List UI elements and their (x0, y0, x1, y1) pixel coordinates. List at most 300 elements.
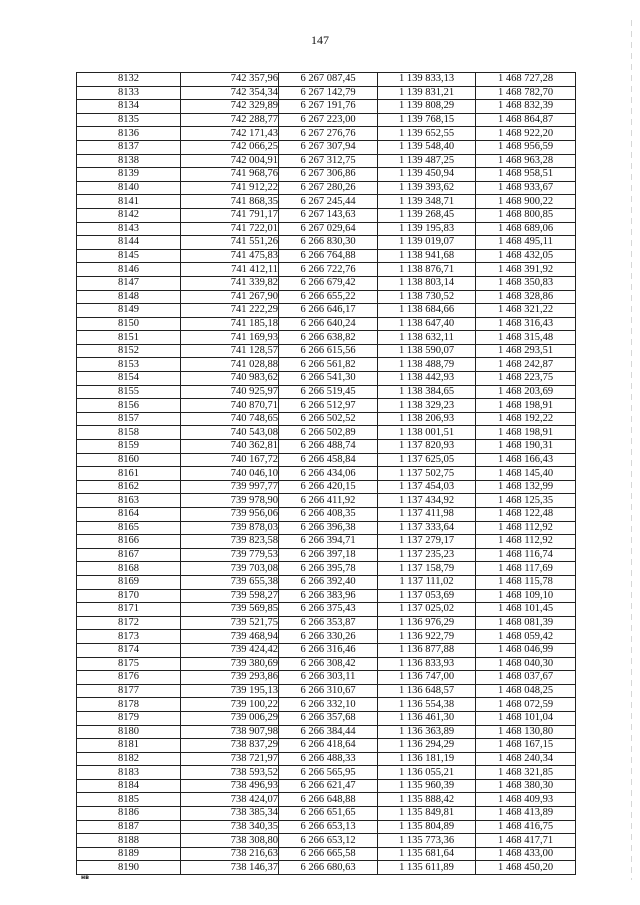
y2-coordinate-cell: 1 468 413,89 (476, 807, 576, 821)
x2-coordinate-cell: 1 139 019,07 (378, 236, 476, 250)
table-row (77, 616, 576, 630)
table-row (77, 290, 576, 304)
x-coordinate-cell: 740 983,62 (181, 372, 279, 386)
x2-coordinate-cell: 1 135 611,89 (378, 861, 476, 875)
x-coordinate-cell: 740 046,10 (181, 467, 279, 481)
point-number-cell: 8146 (77, 263, 181, 277)
x2-coordinate-cell: 1 137 235,23 (378, 548, 476, 562)
y-coordinate-cell: 6 267 312,75 (279, 154, 378, 168)
x-coordinate-cell: 738 385,34 (181, 807, 279, 821)
y-coordinate-cell: 6 266 420,15 (279, 480, 378, 494)
y2-coordinate-cell: 1 468 391,92 (476, 263, 576, 277)
table-row (77, 494, 576, 508)
table-row (77, 181, 576, 195)
x2-coordinate-cell: 1 138 632,11 (378, 331, 476, 345)
point-number-cell: 8152 (77, 344, 181, 358)
y2-coordinate-cell: 1 468 198,91 (476, 426, 576, 440)
table-row (77, 834, 576, 848)
point-number-cell: 8153 (77, 358, 181, 372)
y-coordinate-cell: 6 267 029,64 (279, 222, 378, 236)
y2-coordinate-cell: 1 468 037,67 (476, 671, 576, 685)
table-row (77, 847, 576, 861)
table-row (77, 317, 576, 331)
y2-coordinate-cell: 1 468 046,99 (476, 643, 576, 657)
y-coordinate-cell: 6 266 408,35 (279, 508, 378, 522)
x-coordinate-cell: 742 004,91 (181, 154, 279, 168)
table-row (77, 358, 576, 372)
x-coordinate-cell: 740 870,71 (181, 399, 279, 413)
point-number-cell: 8184 (77, 779, 181, 793)
x2-coordinate-cell: 1 139 487,25 (378, 154, 476, 168)
x-coordinate-cell: 742 066,25 (181, 140, 279, 154)
table-row (77, 698, 576, 712)
y-coordinate-cell: 6 266 392,40 (279, 575, 378, 589)
y-coordinate-cell: 6 267 191,76 (279, 100, 378, 114)
point-number-cell: 8137 (77, 140, 181, 154)
table-row (77, 372, 576, 386)
x-coordinate-cell: 740 167,72 (181, 453, 279, 467)
point-number-cell: 8136 (77, 127, 181, 141)
x2-coordinate-cell: 1 138 647,40 (378, 317, 476, 331)
coordinates-table (76, 72, 576, 875)
y-coordinate-cell: 6 266 353,87 (279, 616, 378, 630)
y2-coordinate-cell: 1 468 433,00 (476, 847, 576, 861)
x-coordinate-cell: 741 267,90 (181, 290, 279, 304)
x-coordinate-cell: 741 475,83 (181, 249, 279, 263)
x-coordinate-cell: 739 997,77 (181, 480, 279, 494)
footer-mark: нв (81, 874, 89, 881)
x-coordinate-cell: 740 748,65 (181, 412, 279, 426)
x2-coordinate-cell: 1 136 554,38 (378, 698, 476, 712)
y-coordinate-cell: 6 266 458,84 (279, 453, 378, 467)
x-coordinate-cell: 739 779,53 (181, 548, 279, 562)
table-row (77, 861, 576, 875)
y-coordinate-cell: 6 266 375,43 (279, 603, 378, 617)
x-coordinate-cell: 739 380,69 (181, 657, 279, 671)
x-coordinate-cell: 738 721,97 (181, 752, 279, 766)
table-row (77, 807, 576, 821)
y-coordinate-cell: 6 266 655,22 (279, 290, 378, 304)
point-number-cell: 8164 (77, 508, 181, 522)
table-row (77, 711, 576, 725)
y2-coordinate-cell: 1 468 048,25 (476, 684, 576, 698)
y-coordinate-cell: 6 267 087,45 (279, 73, 378, 87)
point-number-cell: 8160 (77, 453, 181, 467)
x2-coordinate-cell: 1 139 450,94 (378, 168, 476, 182)
y-coordinate-cell: 6 266 651,65 (279, 807, 378, 821)
y2-coordinate-cell: 1 468 240,34 (476, 752, 576, 766)
x2-coordinate-cell: 1 137 502,75 (378, 467, 476, 481)
point-number-cell: 8185 (77, 793, 181, 807)
x2-coordinate-cell: 1 139 548,40 (378, 140, 476, 154)
point-number-cell: 8138 (77, 154, 181, 168)
table-row (77, 684, 576, 698)
y-coordinate-cell: 6 266 541,30 (279, 372, 378, 386)
x-coordinate-cell: 741 412,11 (181, 263, 279, 277)
x2-coordinate-cell: 1 135 849,81 (378, 807, 476, 821)
x2-coordinate-cell: 1 139 195,83 (378, 222, 476, 236)
point-number-cell: 8141 (77, 195, 181, 209)
y-coordinate-cell: 6 266 653,12 (279, 834, 378, 848)
x-coordinate-cell: 741 791,17 (181, 208, 279, 222)
y-coordinate-cell: 6 266 502,89 (279, 426, 378, 440)
x2-coordinate-cell: 1 136 747,00 (378, 671, 476, 685)
x2-coordinate-cell: 1 139 652,55 (378, 127, 476, 141)
x2-coordinate-cell: 1 136 055,21 (378, 766, 476, 780)
y2-coordinate-cell: 1 468 315,48 (476, 331, 576, 345)
x-coordinate-cell: 742 354,34 (181, 86, 279, 100)
point-number-cell: 8154 (77, 372, 181, 386)
x2-coordinate-cell: 1 138 001,51 (378, 426, 476, 440)
y2-coordinate-cell: 1 468 958,51 (476, 168, 576, 182)
y-coordinate-cell: 6 267 307,94 (279, 140, 378, 154)
y2-coordinate-cell: 1 468 112,92 (476, 535, 576, 549)
x2-coordinate-cell: 1 136 833,93 (378, 657, 476, 671)
x2-coordinate-cell: 1 139 768,15 (378, 113, 476, 127)
y2-coordinate-cell: 1 468 321,22 (476, 304, 576, 318)
x-coordinate-cell: 741 912,22 (181, 181, 279, 195)
point-number-cell: 8188 (77, 834, 181, 848)
point-number-cell: 8186 (77, 807, 181, 821)
point-number-cell: 8182 (77, 752, 181, 766)
x2-coordinate-cell: 1 138 442,93 (378, 372, 476, 386)
point-number-cell: 8156 (77, 399, 181, 413)
x-coordinate-cell: 738 146,37 (181, 861, 279, 875)
x-coordinate-cell: 739 823,58 (181, 535, 279, 549)
table-row (77, 535, 576, 549)
y2-coordinate-cell: 1 468 117,69 (476, 562, 576, 576)
table-row (77, 521, 576, 535)
y-coordinate-cell: 6 266 653,13 (279, 820, 378, 834)
x-coordinate-cell: 739 878,03 (181, 521, 279, 535)
table-row (77, 127, 576, 141)
x-coordinate-cell: 738 907,98 (181, 725, 279, 739)
x-coordinate-cell: 739 978,90 (181, 494, 279, 508)
x-coordinate-cell: 741 339,82 (181, 276, 279, 290)
y-coordinate-cell: 6 266 332,10 (279, 698, 378, 712)
y2-coordinate-cell: 1 468 040,30 (476, 657, 576, 671)
x-coordinate-cell: 739 468,94 (181, 630, 279, 644)
y2-coordinate-cell: 1 468 350,83 (476, 276, 576, 290)
point-number-cell: 8167 (77, 548, 181, 562)
x-coordinate-cell: 739 569,85 (181, 603, 279, 617)
table-row (77, 562, 576, 576)
y2-coordinate-cell: 1 468 922,20 (476, 127, 576, 141)
y2-coordinate-cell: 1 468 122,48 (476, 508, 576, 522)
y2-coordinate-cell: 1 468 101,45 (476, 603, 576, 617)
x-coordinate-cell: 741 128,57 (181, 344, 279, 358)
x2-coordinate-cell: 1 135 681,64 (378, 847, 476, 861)
point-number-cell: 8143 (77, 222, 181, 236)
x2-coordinate-cell: 1 136 461,30 (378, 711, 476, 725)
y2-coordinate-cell: 1 468 380,30 (476, 779, 576, 793)
y-coordinate-cell: 6 267 143,63 (279, 208, 378, 222)
x2-coordinate-cell: 1 138 488,79 (378, 358, 476, 372)
table-row (77, 575, 576, 589)
table-row (77, 426, 576, 440)
y-coordinate-cell: 6 266 357,68 (279, 711, 378, 725)
y-coordinate-cell: 6 266 512,97 (279, 399, 378, 413)
table-row (77, 508, 576, 522)
x2-coordinate-cell: 1 138 876,71 (378, 263, 476, 277)
point-number-cell: 8155 (77, 385, 181, 399)
y-coordinate-cell: 6 266 303,11 (279, 671, 378, 685)
y-coordinate-cell: 6 266 418,64 (279, 739, 378, 753)
point-number-cell: 8172 (77, 616, 181, 630)
table-row (77, 412, 576, 426)
y-coordinate-cell: 6 266 394,71 (279, 535, 378, 549)
y-coordinate-cell: 6 266 722,76 (279, 263, 378, 277)
x-coordinate-cell: 742 357,96 (181, 73, 279, 87)
y-coordinate-cell: 6 266 519,45 (279, 385, 378, 399)
point-number-cell: 8187 (77, 820, 181, 834)
x-coordinate-cell: 742 329,89 (181, 100, 279, 114)
point-number-cell: 8165 (77, 521, 181, 535)
x-coordinate-cell: 740 362,81 (181, 440, 279, 454)
y-coordinate-cell: 6 266 384,44 (279, 725, 378, 739)
x2-coordinate-cell: 1 137 454,03 (378, 480, 476, 494)
point-number-cell: 8158 (77, 426, 181, 440)
y2-coordinate-cell: 1 468 130,80 (476, 725, 576, 739)
x2-coordinate-cell: 1 139 833,13 (378, 73, 476, 87)
y2-coordinate-cell: 1 468 409,93 (476, 793, 576, 807)
point-number-cell: 8157 (77, 412, 181, 426)
y2-coordinate-cell: 1 468 166,43 (476, 453, 576, 467)
y2-coordinate-cell: 1 468 242,87 (476, 358, 576, 372)
point-number-cell: 8139 (77, 168, 181, 182)
point-number-cell: 8173 (77, 630, 181, 644)
x2-coordinate-cell: 1 136 877,88 (378, 643, 476, 657)
point-number-cell: 8132 (77, 73, 181, 87)
y2-coordinate-cell: 1 468 417,71 (476, 834, 576, 848)
x-coordinate-cell: 738 308,80 (181, 834, 279, 848)
x-coordinate-cell: 739 424,42 (181, 643, 279, 657)
y-coordinate-cell: 6 266 316,46 (279, 643, 378, 657)
table-row (77, 820, 576, 834)
table-row (77, 236, 576, 250)
x2-coordinate-cell: 1 139 348,71 (378, 195, 476, 209)
x-coordinate-cell: 742 288,77 (181, 113, 279, 127)
x-coordinate-cell: 738 837,29 (181, 739, 279, 753)
y2-coordinate-cell: 1 468 432,05 (476, 249, 576, 263)
y-coordinate-cell: 6 266 621,47 (279, 779, 378, 793)
table-row (77, 643, 576, 657)
point-number-cell: 8175 (77, 657, 181, 671)
table-row (77, 657, 576, 671)
x2-coordinate-cell: 1 136 181,19 (378, 752, 476, 766)
point-number-cell: 8180 (77, 725, 181, 739)
y-coordinate-cell: 6 266 680,63 (279, 861, 378, 875)
point-number-cell: 8148 (77, 290, 181, 304)
x-coordinate-cell: 738 496,93 (181, 779, 279, 793)
table-row (77, 752, 576, 766)
x2-coordinate-cell: 1 138 206,93 (378, 412, 476, 426)
y2-coordinate-cell: 1 468 167,15 (476, 739, 576, 753)
x-coordinate-cell: 738 424,07 (181, 793, 279, 807)
y2-coordinate-cell: 1 468 450,20 (476, 861, 576, 875)
x-coordinate-cell: 741 185,18 (181, 317, 279, 331)
y2-coordinate-cell: 1 468 321,85 (476, 766, 576, 780)
table-row (77, 331, 576, 345)
x2-coordinate-cell: 1 138 941,68 (378, 249, 476, 263)
point-number-cell: 8142 (77, 208, 181, 222)
x2-coordinate-cell: 1 136 922,79 (378, 630, 476, 644)
table-row (77, 385, 576, 399)
point-number-cell: 8145 (77, 249, 181, 263)
x2-coordinate-cell: 1 135 960,39 (378, 779, 476, 793)
x-coordinate-cell: 741 722,01 (181, 222, 279, 236)
x-coordinate-cell: 738 593,52 (181, 766, 279, 780)
y-coordinate-cell: 6 266 411,92 (279, 494, 378, 508)
point-number-cell: 8190 (77, 861, 181, 875)
x-coordinate-cell: 738 340,35 (181, 820, 279, 834)
y2-coordinate-cell: 1 468 832,39 (476, 100, 576, 114)
y-coordinate-cell: 6 267 245,44 (279, 195, 378, 209)
x2-coordinate-cell: 1 139 268,45 (378, 208, 476, 222)
x2-coordinate-cell: 1 138 329,23 (378, 399, 476, 413)
x2-coordinate-cell: 1 137 158,79 (378, 562, 476, 576)
y2-coordinate-cell: 1 468 081,39 (476, 616, 576, 630)
table-row (77, 195, 576, 209)
x2-coordinate-cell: 1 137 434,92 (378, 494, 476, 508)
x-coordinate-cell: 742 171,43 (181, 127, 279, 141)
y2-coordinate-cell: 1 468 198,91 (476, 399, 576, 413)
x2-coordinate-cell: 1 138 684,66 (378, 304, 476, 318)
table-row (77, 276, 576, 290)
y-coordinate-cell: 6 266 434,06 (279, 467, 378, 481)
table-row (77, 344, 576, 358)
x2-coordinate-cell: 1 137 625,05 (378, 453, 476, 467)
table-row (77, 589, 576, 603)
point-number-cell: 8189 (77, 847, 181, 861)
y2-coordinate-cell: 1 468 293,51 (476, 344, 576, 358)
y2-coordinate-cell: 1 468 059,42 (476, 630, 576, 644)
y2-coordinate-cell: 1 468 933,67 (476, 181, 576, 195)
point-number-cell: 8159 (77, 440, 181, 454)
x-coordinate-cell: 741 551,26 (181, 236, 279, 250)
y2-coordinate-cell: 1 468 109,10 (476, 589, 576, 603)
table-body (77, 73, 576, 875)
y2-coordinate-cell: 1 468 203,69 (476, 385, 576, 399)
x-coordinate-cell: 740 543,08 (181, 426, 279, 440)
point-number-cell: 8181 (77, 739, 181, 753)
x-coordinate-cell: 739 655,38 (181, 575, 279, 589)
x-coordinate-cell: 741 222,29 (181, 304, 279, 318)
y2-coordinate-cell: 1 468 495,11 (476, 236, 576, 250)
y2-coordinate-cell: 1 468 800,85 (476, 208, 576, 222)
x2-coordinate-cell: 1 135 888,42 (378, 793, 476, 807)
y-coordinate-cell: 6 266 310,67 (279, 684, 378, 698)
x2-coordinate-cell: 1 138 384,65 (378, 385, 476, 399)
point-number-cell: 8174 (77, 643, 181, 657)
x2-coordinate-cell: 1 137 333,64 (378, 521, 476, 535)
point-number-cell: 8147 (77, 276, 181, 290)
y-coordinate-cell: 6 266 330,26 (279, 630, 378, 644)
table-row (77, 73, 576, 87)
table-row (77, 113, 576, 127)
point-number-cell: 8177 (77, 684, 181, 698)
x-coordinate-cell: 739 006,29 (181, 711, 279, 725)
table-row (77, 739, 576, 753)
point-number-cell: 8170 (77, 589, 181, 603)
point-number-cell: 8144 (77, 236, 181, 250)
y-coordinate-cell: 6 266 396,38 (279, 521, 378, 535)
y2-coordinate-cell: 1 468 328,86 (476, 290, 576, 304)
y-coordinate-cell: 6 266 764,88 (279, 249, 378, 263)
table-row (77, 168, 576, 182)
x-coordinate-cell: 741 968,76 (181, 168, 279, 182)
y-coordinate-cell: 6 266 565,95 (279, 766, 378, 780)
y-coordinate-cell: 6 266 640,24 (279, 317, 378, 331)
x2-coordinate-cell: 1 135 804,89 (378, 820, 476, 834)
y2-coordinate-cell: 1 468 689,06 (476, 222, 576, 236)
point-number-cell: 8163 (77, 494, 181, 508)
point-number-cell: 8171 (77, 603, 181, 617)
table-row (77, 140, 576, 154)
y2-coordinate-cell: 1 468 416,75 (476, 820, 576, 834)
x2-coordinate-cell: 1 137 053,69 (378, 589, 476, 603)
y-coordinate-cell: 6 266 383,96 (279, 589, 378, 603)
y-coordinate-cell: 6 266 679,42 (279, 276, 378, 290)
x-coordinate-cell: 739 598,27 (181, 589, 279, 603)
x-coordinate-cell: 739 293,86 (181, 671, 279, 685)
y2-coordinate-cell: 1 468 223,75 (476, 372, 576, 386)
x-coordinate-cell: 739 521,75 (181, 616, 279, 630)
table-row (77, 548, 576, 562)
y-coordinate-cell: 6 267 142,79 (279, 86, 378, 100)
point-number-cell: 8178 (77, 698, 181, 712)
y2-coordinate-cell: 1 468 115,78 (476, 575, 576, 589)
y-coordinate-cell: 6 266 830,30 (279, 236, 378, 250)
table-row (77, 467, 576, 481)
table-row (77, 154, 576, 168)
y2-coordinate-cell: 1 468 864,87 (476, 113, 576, 127)
x-coordinate-cell: 739 195,13 (181, 684, 279, 698)
x2-coordinate-cell: 1 138 590,07 (378, 344, 476, 358)
x2-coordinate-cell: 1 137 025,02 (378, 603, 476, 617)
table-row (77, 725, 576, 739)
table-row (77, 630, 576, 644)
y2-coordinate-cell: 1 468 112,92 (476, 521, 576, 535)
x2-coordinate-cell: 1 137 820,93 (378, 440, 476, 454)
y-coordinate-cell: 6 266 488,33 (279, 752, 378, 766)
x2-coordinate-cell: 1 136 363,89 (378, 725, 476, 739)
y-coordinate-cell: 6 267 280,26 (279, 181, 378, 195)
table-row (77, 304, 576, 318)
x2-coordinate-cell: 1 137 279,17 (378, 535, 476, 549)
x2-coordinate-cell: 1 136 976,29 (378, 616, 476, 630)
y-coordinate-cell: 6 266 615,56 (279, 344, 378, 358)
y2-coordinate-cell: 1 468 145,40 (476, 467, 576, 481)
point-number-cell: 8161 (77, 467, 181, 481)
table-row (77, 671, 576, 685)
point-number-cell: 8166 (77, 535, 181, 549)
y2-coordinate-cell: 1 468 956,59 (476, 140, 576, 154)
point-number-cell: 8179 (77, 711, 181, 725)
y2-coordinate-cell: 1 468 116,74 (476, 548, 576, 562)
x-coordinate-cell: 739 956,06 (181, 508, 279, 522)
y-coordinate-cell: 6 266 397,18 (279, 548, 378, 562)
x-coordinate-cell: 741 169,93 (181, 331, 279, 345)
table-row (77, 222, 576, 236)
y2-coordinate-cell: 1 468 132,99 (476, 480, 576, 494)
point-number-cell: 8150 (77, 317, 181, 331)
x2-coordinate-cell: 1 138 803,14 (378, 276, 476, 290)
y-coordinate-cell: 6 266 395,78 (279, 562, 378, 576)
table-row (77, 480, 576, 494)
y2-coordinate-cell: 1 468 101,04 (476, 711, 576, 725)
y-coordinate-cell: 6 266 648,88 (279, 793, 378, 807)
